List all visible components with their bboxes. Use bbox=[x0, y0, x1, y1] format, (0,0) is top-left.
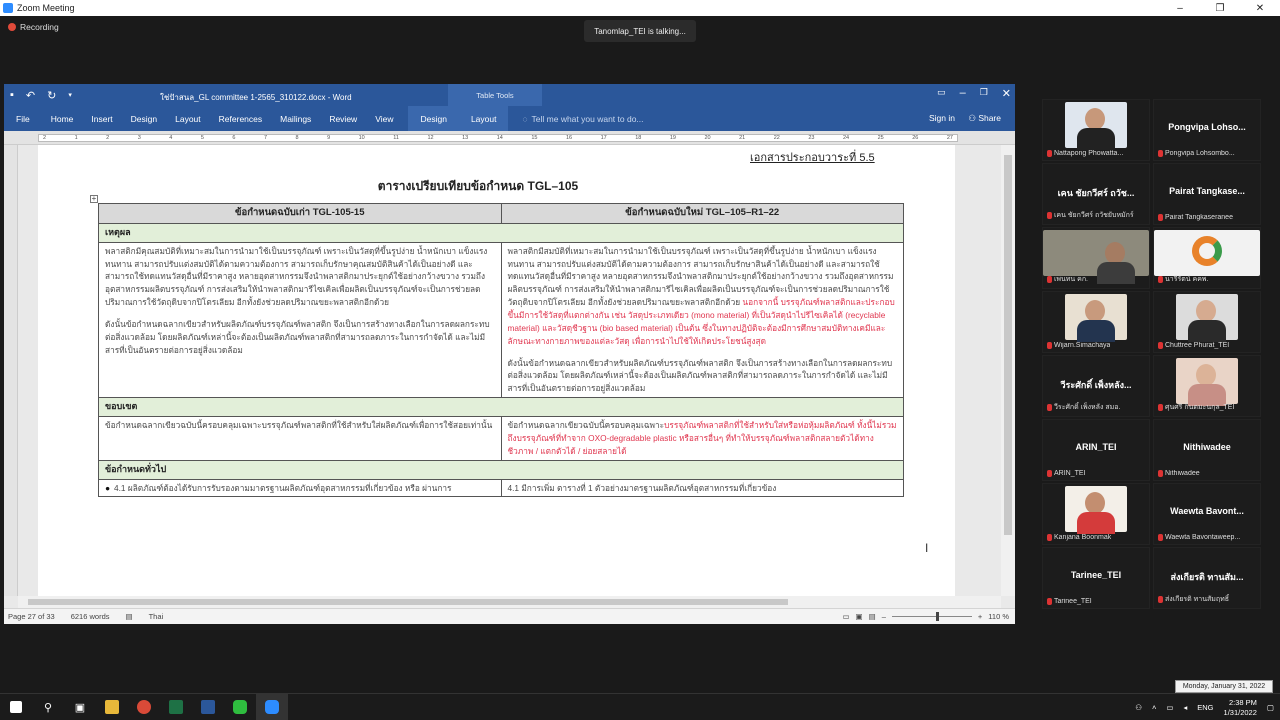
section-reason-label: เหตุผล bbox=[99, 223, 904, 242]
zoom-slider-thumb[interactable] bbox=[936, 612, 939, 621]
ruler-mark: 20 bbox=[704, 135, 711, 141]
participant-name-display: ส่งเกียรติ ทานสัม... bbox=[1170, 572, 1244, 582]
ruler-mark: 8 bbox=[295, 135, 299, 141]
participant-name-display: วีระศักดิ์ เพ็งหลัง... bbox=[1060, 380, 1132, 390]
participant-name: ศุนศรี ก็นตมะนกุล_TEI bbox=[1165, 404, 1235, 411]
participant-video bbox=[1065, 486, 1127, 532]
lightbulb-icon: ◌ bbox=[522, 113, 528, 124]
ruler-mark: 24 bbox=[842, 135, 850, 141]
participant-tile[interactable] bbox=[1042, 99, 1150, 161]
muted-mic-icon bbox=[1158, 404, 1163, 411]
web-layout-icon[interactable]: ▤ bbox=[868, 612, 876, 621]
vertical-ruler[interactable] bbox=[4, 145, 18, 596]
participant-name: Chuttree Phurat_TEI bbox=[1165, 342, 1230, 349]
muted-mic-icon bbox=[1158, 470, 1163, 477]
col-old-header: ข้อกำหนดฉบับเก่า TGL-105-15 bbox=[99, 204, 502, 224]
reason-old-paragraph-1: พลาสติกมีคุณสมบัติที่เหมาะสมในการนำมาใช้เป็นบรรจุภัณฑ์ เพราะเป็นวัสดุที่ขึ้นรูปง่าย น้ำหนักเบา แข็งแรง ทนทาน สามารถปรับแต่งสมบัติได้ตามความต้องการ สามารถเก็บรักษาคุณสมบัติสินค้าได้เป็นอย่างดี และสามารถใช้ทดแทนวัสดุอื่นที่มีราคาสูง หลายอุตสาหกรรมจึงนำพลาสติกมาประยุกต์ใช้อย่างกว้างขวาง รวมถึงอุตสาหกรรมผลิตบรรจุภัณฑ์ การส่งเสริมให้นำพลาสติกมารีไซเคิลเพื่อผลิตเป็นบรรจุภัณฑ์จะเป็นการช่วยลดปริมาณการใช้วัตถุดิบจากปิโตรเลียม อีกทั้งยังช่วยลดปริมาณขยะพลาสติกอีกด้วย bbox=[105, 245, 488, 308]
tab-mailings[interactable]: Mailings bbox=[280, 113, 312, 124]
participant-video bbox=[1065, 294, 1127, 340]
participant-label bbox=[1047, 274, 1088, 285]
ruler-mark: 10 bbox=[358, 135, 365, 141]
participant-name: ARIN_TEI bbox=[1054, 470, 1086, 477]
participant-tile[interactable] bbox=[1042, 483, 1150, 545]
word-count[interactable]: 6216 words bbox=[70, 612, 110, 621]
ruler-mark: 4 bbox=[169, 135, 173, 141]
reason-new-paragraph-2: ดังนั้นข้อกำหนดฉลากเขียวสำหรับผลิตภัณฑ์บรรจุภัณฑ์พลาสติก จึงเป็นการสร้างทางเลือกในการลดผลกระทบต่อสิ่งแวดล้อม โดยผลิตภัณฑ์เหล่านี้จะต้องเป็นผลิตภัณฑ์พลาสติกที่สามารถลดภาระในการกำจัดได้ และไม่มีสารที่เป็นอันตรายต่อการอยู่สิ่งแวดล้อม bbox=[507, 357, 893, 394]
muted-mic-icon bbox=[1158, 534, 1163, 541]
vertical-scrollbar[interactable] bbox=[1001, 145, 1015, 596]
muted-mic-icon bbox=[1158, 342, 1163, 349]
chevron-up-icon[interactable]: ˄ bbox=[1152, 703, 1157, 713]
ruler-mark: 19 bbox=[669, 135, 676, 141]
section-row-reason bbox=[99, 223, 904, 242]
ruler-mark: 27 bbox=[946, 135, 953, 141]
body-shape bbox=[1077, 512, 1115, 534]
participant-tile[interactable] bbox=[1153, 355, 1261, 417]
tab-table-design[interactable]: Design bbox=[408, 106, 458, 131]
zoom-window-controls bbox=[1160, 3, 1280, 14]
file-explorer-icon[interactable] bbox=[96, 694, 128, 720]
participant-label bbox=[1047, 210, 1134, 221]
participant-name-display: Waewta Bavont... bbox=[1170, 506, 1244, 516]
ruler-mark: 25 bbox=[877, 135, 884, 141]
ruler-mark: 23 bbox=[808, 135, 815, 141]
face-shape bbox=[1085, 492, 1105, 514]
participant-label bbox=[1047, 470, 1086, 477]
tab-home[interactable]: Home bbox=[50, 113, 74, 124]
word-minimize-button[interactable]: – bbox=[959, 87, 966, 99]
reason-old-cell[interactable] bbox=[99, 242, 502, 397]
word-restore-button[interactable]: ❐ bbox=[979, 87, 988, 97]
scroll-thumb[interactable] bbox=[1004, 155, 1012, 535]
ruler-mark: 5 bbox=[200, 135, 204, 141]
maximize-button[interactable]: ❐ bbox=[1215, 2, 1225, 14]
table-row bbox=[99, 479, 904, 497]
section-row-general bbox=[99, 460, 904, 479]
zoom-in-button[interactable]: + bbox=[977, 612, 983, 621]
tab-table-layout[interactable]: Layout bbox=[459, 106, 509, 131]
table-row bbox=[99, 417, 904, 461]
ruler-mark: 11 bbox=[393, 135, 399, 141]
quick-access-toolbar bbox=[4, 89, 72, 102]
scope-new-text: ข้อกำหนดฉลากเขียวฉบับนี้ครอบคลุมเฉพาะ bbox=[507, 420, 665, 431]
participant-video bbox=[1176, 294, 1238, 340]
body-shape bbox=[1077, 128, 1115, 150]
tab-references[interactable]: References bbox=[218, 113, 263, 124]
document-heading: ตารางเปรียบเทียบข้อกำหนด TGL–105 bbox=[377, 179, 579, 193]
windows-taskbar bbox=[0, 693, 1280, 720]
horizontal-ruler[interactable] bbox=[4, 131, 1015, 145]
participant-tile[interactable] bbox=[1153, 99, 1261, 161]
reason-old-paragraph-2: ดังนั้นข้อกำหนดฉลากเขียวสำหรับผลิตภัณฑ์บรรจุภัณฑ์พลาสติก จึงเป็นการสร้างทางเลือกในการลดผลกระทบต่อสิ่งแวดล้อม โดยผลิตภัณฑ์เหล่านี้จะต้องเป็นผลิตภัณฑ์พลาสติกที่สามารถลดภาระในการกำจัดได้ และไม่มีสารที่เป็นอันตรายต่อการอยู่สิ่งแวดล้อม bbox=[105, 318, 490, 355]
zoom-titlebar bbox=[0, 0, 1280, 16]
muted-mic-icon bbox=[1158, 596, 1163, 603]
ruler-mark: 7 bbox=[263, 135, 267, 141]
ruler-mark: 6 bbox=[232, 135, 236, 141]
save-icon[interactable]: ▪ bbox=[10, 89, 14, 101]
talking-indicator: Tanomlap_TEI is talking... bbox=[584, 20, 696, 42]
participant-video bbox=[1176, 358, 1238, 404]
ruler-mark: 17 bbox=[600, 135, 607, 141]
proofing-icon[interactable]: ▤ bbox=[125, 612, 133, 621]
tab-review[interactable]: Review bbox=[329, 113, 358, 124]
tell-me-placeholder: Tell me what you want to do... bbox=[531, 113, 644, 124]
muted-mic-icon bbox=[1047, 342, 1052, 349]
recording-indicator[interactable] bbox=[8, 22, 59, 32]
muted-mic-icon bbox=[1047, 276, 1052, 283]
participant-name: Wijarn.Simachaya bbox=[1054, 342, 1111, 349]
scroll-thumb[interactable] bbox=[28, 599, 788, 605]
participant-name: ส่งเกียรติ ทานสัมฤทธิ์ bbox=[1165, 596, 1230, 603]
ruler-mark: 9 bbox=[327, 135, 331, 141]
participant-name-display: Nithiwadee bbox=[1183, 442, 1231, 452]
ruler-mark: 14 bbox=[496, 135, 503, 141]
general-old-cell[interactable] bbox=[99, 479, 502, 497]
participant-name-display: เคน ชัยกวีศร์ ถวัช... bbox=[1057, 188, 1135, 198]
participant-tile[interactable] bbox=[1042, 547, 1150, 609]
share-button[interactable] bbox=[968, 113, 1001, 124]
ruler-mark: 12 bbox=[427, 135, 434, 141]
zoom-icon[interactable] bbox=[256, 694, 288, 720]
customize-icon[interactable]: ▾ bbox=[68, 92, 72, 99]
participant-label bbox=[1047, 342, 1110, 349]
section-scope-label: ขอบเขต bbox=[99, 398, 904, 417]
bullet-icon: ● bbox=[105, 482, 111, 493]
participant-tile[interactable] bbox=[1042, 355, 1150, 417]
scope-new-cell[interactable] bbox=[501, 417, 904, 461]
participant-label bbox=[1047, 150, 1123, 157]
muted-mic-icon bbox=[1047, 598, 1052, 605]
participant-label bbox=[1158, 534, 1240, 541]
logo-icon bbox=[1192, 236, 1222, 266]
scope-old-cell[interactable]: ข้อกำหนดฉลากเขียวฉบับนี้ครอบคลุมเฉพาะบรรจุภัณฑ์พลาสติกที่ใช้สำหรับใส่ผลิตภัณฑ์เพื่อการใช้สอยเท่านั้น bbox=[99, 417, 502, 461]
participant-tile[interactable] bbox=[1153, 227, 1261, 289]
start-icon[interactable] bbox=[0, 694, 32, 720]
zoom-logo-icon bbox=[3, 3, 13, 13]
zoom-out-button[interactable]: – bbox=[881, 612, 886, 621]
muted-mic-icon bbox=[1047, 534, 1052, 541]
minimize-button[interactable]: – bbox=[1177, 2, 1183, 14]
undo-icon[interactable]: ↶ bbox=[25, 89, 36, 102]
ribbon-options-icon[interactable]: ▭ bbox=[937, 87, 946, 97]
face-shape bbox=[1085, 300, 1105, 322]
general-old-text: 4.1 ผลิตภัณฑ์ต้องได้รับการรับรองตามมาตรฐานผลิตภัณฑ์อุตสาหกรรมที่เกี่ยวข้อง หรือ ผ่านการ bbox=[114, 482, 452, 493]
people-icon[interactable]: ⚇ bbox=[1135, 703, 1143, 713]
participant-name: Pongvipa Lohsombo... bbox=[1165, 150, 1235, 157]
participant-name-display: Tarinee_TEI bbox=[1070, 570, 1122, 580]
body-shape bbox=[1188, 320, 1226, 342]
participant-video bbox=[1065, 102, 1127, 148]
participant-name: เคน ชัยกวีศร์ ถวัชยับหมักร์ bbox=[1054, 212, 1134, 219]
clock-date: 1/31/2022 bbox=[1223, 707, 1257, 717]
participant-tile[interactable] bbox=[1153, 483, 1261, 545]
muted-mic-icon bbox=[1158, 150, 1163, 157]
table-move-handle-icon[interactable]: + bbox=[91, 194, 97, 203]
participant-video bbox=[1154, 230, 1260, 276]
page-count[interactable]: Page 27 of 33 bbox=[8, 612, 55, 621]
participant-label bbox=[1158, 214, 1233, 221]
word-window bbox=[4, 84, 1015, 624]
clock[interactable] bbox=[1224, 698, 1257, 718]
word-window-controls bbox=[937, 87, 1011, 100]
participant-name-display: ARIN_TEI bbox=[1075, 442, 1117, 452]
person-icon: ⚇ bbox=[968, 113, 976, 123]
tab-layout[interactable]: Layout bbox=[175, 113, 201, 124]
ruler-mark: 2 bbox=[106, 135, 110, 141]
muted-mic-icon bbox=[1158, 214, 1163, 221]
participant-label bbox=[1158, 150, 1235, 157]
table-row bbox=[99, 242, 904, 397]
participant-label bbox=[1158, 594, 1229, 605]
muted-mic-icon bbox=[1047, 212, 1052, 219]
print-layout-icon[interactable]: ▣ bbox=[855, 612, 863, 621]
notifications-icon[interactable]: ▢ bbox=[1266, 703, 1274, 713]
participant-name: นารีรัตน์ คคพ. bbox=[1165, 276, 1209, 283]
zoom-slider[interactable] bbox=[892, 616, 972, 617]
date-tooltip: Monday, January 31, 2022 bbox=[1175, 680, 1273, 693]
face-shape bbox=[1196, 364, 1216, 386]
ribbon-tabs bbox=[4, 106, 1015, 131]
ruler-mark: 22 bbox=[773, 135, 780, 141]
participant-label bbox=[1158, 342, 1229, 349]
ruler-mark: 18 bbox=[635, 135, 642, 141]
participant-name: Pairat Tangkaseranee bbox=[1165, 214, 1233, 221]
reason-new-tracked-insert: นอกจากนี้ บรรจุภัณฑ์พลาสติกและประกอบขึ้นมีการใช้วัสดุที่แตกต่างกัน เช่น วัสดุประเภทเดียว (mono material) ที่เป็นวัสดุนำไปรีไซเคิลได้ (recyclable material) และวัสดุชีวฐาน (bio based material) เป็นต้น ซึ่งในทางปฏิบัติจะต้องมีการศึกษาสมบัติทางเคมีและลักษณะทางกายภาพของแต่ละวัสดุ เพื่อการนำไปใช้ให้เกิดประโยชน์สูงสุด bbox=[507, 297, 895, 346]
participant-name: Nithiwadee bbox=[1165, 470, 1200, 477]
record-icon bbox=[8, 23, 16, 31]
redo-icon[interactable]: ↻ bbox=[47, 89, 57, 102]
share-label: Share bbox=[978, 113, 1001, 123]
zoom-control bbox=[842, 612, 1009, 621]
participant-name: Tarinee_TEI bbox=[1054, 598, 1092, 605]
text-cursor-icon: I bbox=[925, 541, 929, 555]
participant-tile[interactable] bbox=[1042, 227, 1150, 289]
zoom-window-title: Zoom Meeting bbox=[17, 3, 75, 13]
ruler-mark: 21 bbox=[739, 135, 746, 141]
participant-name: เพนทน คก. bbox=[1054, 276, 1089, 283]
language-indicator[interactable]: ENG bbox=[1197, 703, 1214, 713]
scope-new-tracked-insert: บรรจุภัณฑ์พลาสติกที่ใช้สำหรับใส่หรือห่อหุ้มผลิตภัณฑ์ ทั้งนี้ไม่รวมถึงบรรจุภัณฑ์ที่ทำจาก OXO-degradable plastic หรือสารอื่นๆ ที่ทำให้บรรจุภัณฑ์พลาสติกสลายตัวได้ทางชีวภาพ / แตกตัวได้ / ย่อยสลายได้ bbox=[507, 420, 897, 456]
network-icon[interactable]: ▭ bbox=[1166, 703, 1174, 713]
participant-label bbox=[1158, 402, 1234, 413]
body-shape bbox=[1097, 262, 1135, 284]
col-new-header: ข้อกำหนดฉบับใหม่ TGL–105–R1–22 bbox=[501, 204, 904, 224]
participant-label bbox=[1047, 534, 1111, 541]
read-mode-icon[interactable]: ▭ bbox=[842, 612, 850, 621]
participant-tile[interactable] bbox=[1042, 291, 1150, 353]
participant-video bbox=[1043, 230, 1149, 276]
word-icon[interactable] bbox=[192, 694, 224, 720]
participant-name-display: Pairat Tangkase... bbox=[1169, 186, 1245, 196]
chrome-icon[interactable] bbox=[128, 694, 160, 720]
table-header-row bbox=[99, 204, 904, 224]
participant-tile[interactable] bbox=[1153, 419, 1261, 481]
participant-tile[interactable] bbox=[1042, 419, 1150, 481]
ruler-mark: 16 bbox=[565, 135, 573, 141]
participant-tile[interactable] bbox=[1153, 163, 1261, 225]
body-shape bbox=[1077, 320, 1115, 342]
close-button[interactable]: ✕ bbox=[1255, 2, 1265, 14]
agenda-reference: เอกสารประกอบวาระที่ 5.5 bbox=[750, 152, 875, 164]
sign-in-link[interactable]: Sign in bbox=[929, 113, 955, 123]
general-new-cell[interactable]: 4.1 มีการเพิ่ม ตารางที่ 1 ตัวอย่างมาตรฐานผลิตภัณฑ์อุตสาหกรรมที่เกี่ยวข้อง bbox=[501, 479, 904, 497]
horizontal-scrollbar[interactable] bbox=[18, 596, 1001, 608]
muted-mic-icon bbox=[1047, 150, 1052, 157]
muted-mic-icon bbox=[1158, 276, 1163, 283]
ruler-mark: 2 bbox=[43, 135, 47, 141]
document-page[interactable] bbox=[38, 145, 955, 596]
tab-insert[interactable]: Insert bbox=[91, 113, 113, 124]
line-icon[interactable] bbox=[224, 694, 256, 720]
section-general-label: ข้อกำหนดทั่วไป bbox=[99, 460, 904, 479]
participant-label bbox=[1047, 402, 1120, 413]
clock-time: 2:38 PM bbox=[1228, 698, 1257, 707]
search-icon[interactable]: ⚲ bbox=[43, 701, 53, 714]
participant-tile[interactable] bbox=[1153, 291, 1261, 353]
reason-new-paragraph-1: พลาสติกมีสมบัติที่เหมาะสมในการนำมาใช้เป็นบรรจุภัณฑ์ เพราะเป็นวัสดุที่ขึ้นรูปง่าย น้ำหนักเบา แข็งแรง ทนทาน สามารถปรับแต่งสมบัติได้ตามความต้องการ สามารถเก็บรักษาสินค้าได้เป็นอย่างดี และสามารถใช้ทดแทนวัสดุอื่นที่มีราคาสูง หลายอุตสาหกรรมจึงนำพลาสติกมาประยุกต์ใช้อย่างกว้างขวาง รวมถึงอุตสาหกรรมผลิตบรรจุภัณฑ์ การส่งเสริมให้นำพลาสติกมารีไซเคิลเพื่อผลิตเป็นบรรจุภัณฑ์จะเป็นการช่วยลดปริมาณการใช้วัตถุดิบจากปิโตรเลียม อีกทั้งยังช่วยลดปริมาณขยะพลาสติกอีกด้วย bbox=[507, 245, 894, 308]
tab-view[interactable]: View bbox=[375, 113, 394, 124]
comparison-table[interactable] bbox=[98, 203, 904, 497]
word-titlebar bbox=[4, 84, 1015, 106]
participant-name-display: Pongvipa Lohso... bbox=[1168, 122, 1246, 132]
word-close-button[interactable]: ✕ bbox=[1001, 88, 1011, 100]
tell-me-box[interactable] bbox=[522, 114, 643, 124]
participant-label bbox=[1158, 470, 1200, 477]
document-title: ใช่ปัาสนล_GL committee 1-2565_310122.docx - Word bbox=[160, 93, 352, 102]
status-bar bbox=[4, 608, 1015, 624]
tab-file[interactable]: File bbox=[16, 113, 30, 124]
excel-icon[interactable] bbox=[160, 694, 192, 720]
muted-mic-icon bbox=[1047, 404, 1052, 411]
face-shape bbox=[1105, 242, 1125, 264]
zoom-level[interactable]: 110 % bbox=[988, 612, 1009, 621]
participant-name: วีระศักดิ์ เพ็งหลัง สมอ. bbox=[1054, 404, 1121, 411]
task-view-icon[interactable]: ▣ bbox=[74, 701, 86, 714]
recording-label: Recording bbox=[20, 22, 59, 32]
volume-icon[interactable]: ◂ bbox=[1183, 703, 1188, 713]
system-tray bbox=[1135, 698, 1274, 718]
ruler-mark: 26 bbox=[912, 135, 919, 141]
participant-tile[interactable] bbox=[1042, 163, 1150, 225]
ruler-mark: 13 bbox=[462, 135, 469, 141]
participant-name: Waewta Bavontaweep... bbox=[1165, 534, 1241, 541]
ruler-track bbox=[38, 134, 958, 142]
face-shape bbox=[1196, 300, 1216, 322]
reason-new-cell[interactable] bbox=[501, 242, 904, 397]
section-row-scope bbox=[99, 398, 904, 417]
face-shape bbox=[1085, 108, 1105, 130]
participant-name: Nattapong Phowatta... bbox=[1054, 150, 1124, 157]
table-tools-label: Table Tools bbox=[448, 84, 542, 106]
tab-design[interactable]: Design bbox=[130, 113, 158, 124]
ruler-mark: 15 bbox=[531, 135, 538, 141]
participant-label bbox=[1047, 598, 1092, 605]
language-indicator[interactable]: Thai bbox=[148, 612, 164, 621]
participant-label bbox=[1158, 274, 1208, 285]
ruler-mark: 3 bbox=[137, 135, 141, 141]
participant-tile[interactable] bbox=[1153, 547, 1261, 609]
muted-mic-icon bbox=[1047, 470, 1052, 477]
ruler-mark: 1 bbox=[74, 135, 78, 141]
participant-name: Kanjana Boonmak bbox=[1054, 534, 1112, 541]
